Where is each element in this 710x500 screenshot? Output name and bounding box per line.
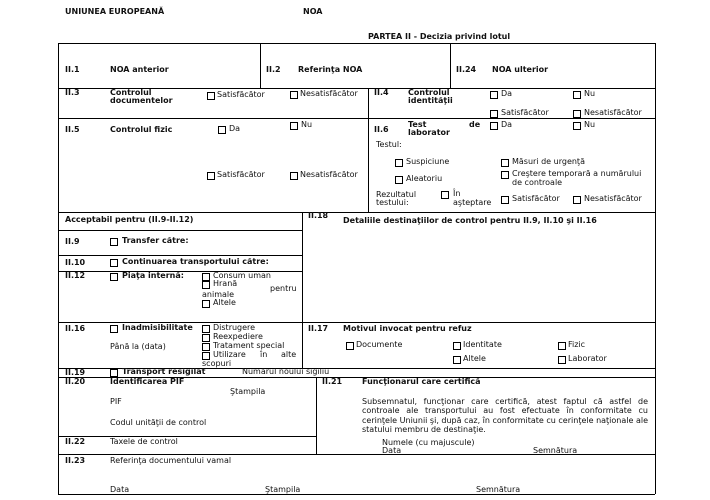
ii6-crestere-label-2: de controale bbox=[512, 178, 563, 187]
ii16-pana-la: Până la (data) bbox=[110, 342, 166, 351]
ii21-label: Funcţionarul care certifică bbox=[362, 377, 481, 386]
grid-line bbox=[58, 230, 302, 231]
ii6-aleatoriu-label: Aleatoriu bbox=[406, 174, 443, 183]
grid-line bbox=[368, 88, 369, 212]
ii17-code: II.17 bbox=[308, 324, 329, 333]
grid-line bbox=[260, 43, 261, 88]
ii20-codul: Codul unităţii de control bbox=[110, 418, 207, 427]
ii6-suspiciune-label: Suspiciune bbox=[406, 157, 450, 166]
ii17-altele-label: Altele bbox=[463, 354, 486, 363]
ii21-code: II.21 bbox=[322, 377, 343, 386]
grid-line bbox=[316, 377, 317, 454]
ii5-nu-label: Nu bbox=[301, 120, 313, 129]
ii5-da-checkbox[interactable] bbox=[218, 126, 226, 134]
ii6-da-checkbox[interactable] bbox=[490, 122, 498, 130]
ii16-label: Inadmisibilitate bbox=[122, 323, 193, 332]
ii20-pif: PIF bbox=[110, 397, 122, 406]
ii12-checkbox[interactable] bbox=[110, 273, 118, 281]
ii12-consum-label: Consum uman bbox=[213, 271, 271, 280]
ii10-label: Continuarea transportului către: bbox=[122, 257, 269, 266]
ii21-semnatura: Semnătura bbox=[533, 446, 578, 455]
ii1-label: NOA anterior bbox=[110, 65, 169, 74]
ii6-in-label-1: În bbox=[453, 189, 461, 198]
ii18-code: II.18 bbox=[308, 211, 329, 220]
part-title: PARTEA II - Decizia privind lotul bbox=[368, 32, 511, 41]
ii5-nu-checkbox[interactable] bbox=[290, 122, 298, 130]
ii16-tratament-checkbox[interactable] bbox=[202, 343, 210, 351]
ii16-checkbox[interactable] bbox=[110, 325, 118, 333]
ii9-label: Transfer către: bbox=[122, 236, 189, 245]
ii5-code: II.5 bbox=[65, 125, 80, 134]
ii20-label: Identificarea PIF bbox=[110, 377, 185, 386]
ii18-label: Detaliile destinaţiilor de control pentru II.9, II.10 şi II.16 bbox=[343, 216, 597, 225]
ii4-da-checkbox[interactable] bbox=[490, 91, 498, 99]
ii5-da-label: Da bbox=[229, 124, 241, 133]
ii6-da-label: Da bbox=[501, 120, 513, 129]
ii6-testul: Testul: bbox=[376, 140, 402, 149]
ii12-altele-checkbox[interactable] bbox=[202, 300, 210, 308]
ii6-label-1: Test bbox=[408, 120, 427, 129]
ii6-nesatisfactor-checkbox[interactable] bbox=[573, 196, 581, 204]
ii5-nesatisfactor-label: Nesatisfăcător bbox=[300, 170, 358, 179]
ii5-label: Controlul fizic bbox=[110, 125, 173, 134]
ii6-crestere-label-1: Creştere temporară a numărului bbox=[512, 169, 642, 178]
ii4-da-label: Da bbox=[501, 89, 513, 98]
ii5-nesatisfactor-checkbox[interactable] bbox=[290, 172, 298, 180]
ii6-nu-label: Nu bbox=[584, 120, 596, 129]
ii12-label: Piaţa internă: bbox=[122, 271, 184, 280]
ii6-in-asteptare-checkbox[interactable] bbox=[441, 191, 449, 199]
ii22-label: Taxele de control bbox=[110, 437, 178, 446]
grid-line bbox=[58, 43, 655, 44]
ii9-code: II.9 bbox=[65, 237, 80, 246]
ii6-rezultat-1: Rezultatul bbox=[376, 190, 417, 199]
ii16-utilizare-2: scopuri bbox=[202, 359, 232, 368]
ii12-hrana-1: Hrană bbox=[213, 279, 238, 288]
ii19-label: Transport resigilat bbox=[122, 367, 206, 376]
ii16-distrugere-label: Distrugere bbox=[213, 323, 256, 332]
ii21-nume: Numele (cu majuscule) bbox=[382, 438, 475, 447]
ii16-code: II.16 bbox=[65, 324, 86, 333]
ii17-identitate-label: Identitate bbox=[463, 340, 502, 349]
ii6-satisfactor-checkbox[interactable] bbox=[501, 196, 509, 204]
ii4-label-2: identităţii bbox=[408, 96, 453, 105]
ii3-nesatisfactor-checkbox[interactable] bbox=[290, 91, 298, 99]
ii3-label-1: Controlul bbox=[110, 88, 152, 97]
grid-line bbox=[58, 43, 59, 494]
ii17-fizic-checkbox[interactable] bbox=[558, 342, 566, 350]
ii4-satisfactor-checkbox[interactable] bbox=[490, 110, 498, 118]
ii12-hrana-pentru: pentru bbox=[270, 284, 297, 293]
ii6-suspiciune-checkbox[interactable] bbox=[395, 159, 403, 167]
ii4-satisfactor-label: Satisfăcător bbox=[501, 108, 549, 117]
ii17-altele-checkbox[interactable] bbox=[453, 356, 461, 364]
ii17-fizic-label: Fizic bbox=[568, 340, 586, 349]
ii4-nesatisfactor-checkbox[interactable] bbox=[573, 110, 581, 118]
ii12-code: II.12 bbox=[65, 271, 86, 280]
ii16-utilizare-1: Utilizare bbox=[213, 350, 246, 359]
footer-stampila: Ştampila bbox=[265, 485, 301, 494]
ii6-label-2: laborator bbox=[408, 128, 450, 137]
ii23-label: Referinţa documentului vamal bbox=[110, 456, 232, 465]
ii24-code: II.24 bbox=[456, 65, 477, 74]
ii17-label: Motivul invocat pentru refuz bbox=[343, 324, 472, 333]
ii17-identitate-checkbox[interactable] bbox=[453, 342, 461, 350]
header-noa: NOA bbox=[303, 7, 323, 16]
ii10-code: II.10 bbox=[65, 258, 86, 267]
ii17-documente-checkbox[interactable] bbox=[346, 342, 354, 350]
ii12-altele-label: Altele bbox=[213, 298, 236, 307]
ii6-nesatisfactor-label: Nesatisfăcător bbox=[584, 194, 642, 203]
ii19-code: II.19 bbox=[65, 368, 86, 377]
ii6-in-label-2: aşteptare bbox=[453, 198, 492, 207]
ii16-reexpediere-label: Reexpediere bbox=[213, 332, 263, 341]
ii5-satisfactor-label: Satisfăcător bbox=[217, 170, 265, 179]
ii10-checkbox[interactable] bbox=[110, 259, 118, 267]
grid-line bbox=[58, 436, 316, 437]
ii5-satisfactor-checkbox[interactable] bbox=[207, 172, 215, 180]
accept-label: Acceptabil pentru (II.9-II.12) bbox=[65, 215, 194, 224]
grid-line bbox=[450, 43, 451, 88]
ii2-code: II.2 bbox=[266, 65, 281, 74]
ii21-data: Data bbox=[382, 446, 402, 455]
ii4-nu-label: Nu bbox=[584, 89, 596, 98]
ii16-reexpediere-checkbox[interactable] bbox=[202, 334, 210, 342]
ii22-code: II.22 bbox=[65, 437, 86, 446]
ii19-sigiliu: Numărul noului sigiliu bbox=[242, 367, 330, 376]
grid-line bbox=[302, 212, 303, 368]
ii6-aleatoriu-checkbox[interactable] bbox=[395, 176, 403, 184]
ii17-documente-label: Documente bbox=[356, 340, 403, 349]
ii6-masuri-checkbox[interactable] bbox=[501, 159, 509, 167]
ii6-crestere-checkbox[interactable] bbox=[501, 171, 509, 179]
ii19-checkbox[interactable] bbox=[110, 369, 118, 377]
ii16-utilizare-in: în bbox=[260, 350, 268, 359]
ii9-checkbox[interactable] bbox=[110, 238, 118, 246]
ii3-nesatisfactor-label: Nesatisfăcător bbox=[300, 89, 358, 98]
ii16-distrugere-checkbox[interactable] bbox=[202, 325, 210, 333]
ii12-hrana-checkbox[interactable] bbox=[202, 281, 210, 289]
ii20-stampila: Ştampila bbox=[230, 387, 266, 396]
header-country: UNIUNEA EUROPEANĂ bbox=[65, 7, 165, 16]
grid-line bbox=[58, 118, 655, 119]
ii6-nu-checkbox[interactable] bbox=[573, 122, 581, 130]
ii6-label-de: de bbox=[469, 120, 481, 129]
ii4-code: II.4 bbox=[374, 88, 389, 97]
ii24-label: NOA ulterior bbox=[492, 65, 549, 74]
ii17-laborator-checkbox[interactable] bbox=[558, 356, 566, 364]
ii12-hrana-2: animale bbox=[202, 290, 235, 299]
footer-semnatura: Semnătura bbox=[476, 485, 521, 494]
ii3-satisfactor-label: Satisfăcător bbox=[217, 90, 265, 99]
ii20-code: II.20 bbox=[65, 377, 86, 386]
ii3-code: II.3 bbox=[65, 88, 80, 97]
ii3-label-2: documentelor bbox=[110, 96, 173, 105]
ii6-rezultat-2: testului: bbox=[376, 198, 409, 207]
ii23-code: II.23 bbox=[65, 456, 86, 465]
ii1-code: II.1 bbox=[65, 65, 80, 74]
ii2-label: Referinţa NOA bbox=[298, 65, 363, 74]
ii4-label-1: Controlul bbox=[408, 88, 450, 97]
ii12-consum-checkbox[interactable] bbox=[202, 273, 210, 281]
ii21-statement: Subsemnatul, funcţionar care certifică, atest faptul că astfel de controale ale transportului au fost efectuate în conformitate cu cerinţele Uniunii şi, după caz, în conformitate cu cerinţele naţionale ale statului membru de destinaţie. bbox=[362, 397, 648, 435]
ii3-satisfactor-checkbox[interactable] bbox=[207, 92, 215, 100]
ii17-laborator-label: Laborator bbox=[568, 354, 607, 363]
ii4-nu-checkbox[interactable] bbox=[573, 91, 581, 99]
ii16-utilizare-alte: alte bbox=[281, 350, 297, 359]
ii6-code: II.6 bbox=[374, 125, 389, 134]
ii4-nesatisfactor-label: Nesatisfăcător bbox=[584, 108, 642, 117]
grid-line bbox=[58, 255, 302, 256]
ii16-tratament-label: Tratament special bbox=[213, 341, 285, 350]
ii6-masuri-label: Măsuri de urgenţă bbox=[512, 157, 585, 166]
grid-line bbox=[58, 212, 655, 213]
grid-line bbox=[655, 43, 656, 494]
footer-data: Data bbox=[110, 485, 130, 494]
grid-line bbox=[58, 494, 655, 495]
ii6-satisfactor-label: Satisfăcător bbox=[512, 194, 560, 203]
